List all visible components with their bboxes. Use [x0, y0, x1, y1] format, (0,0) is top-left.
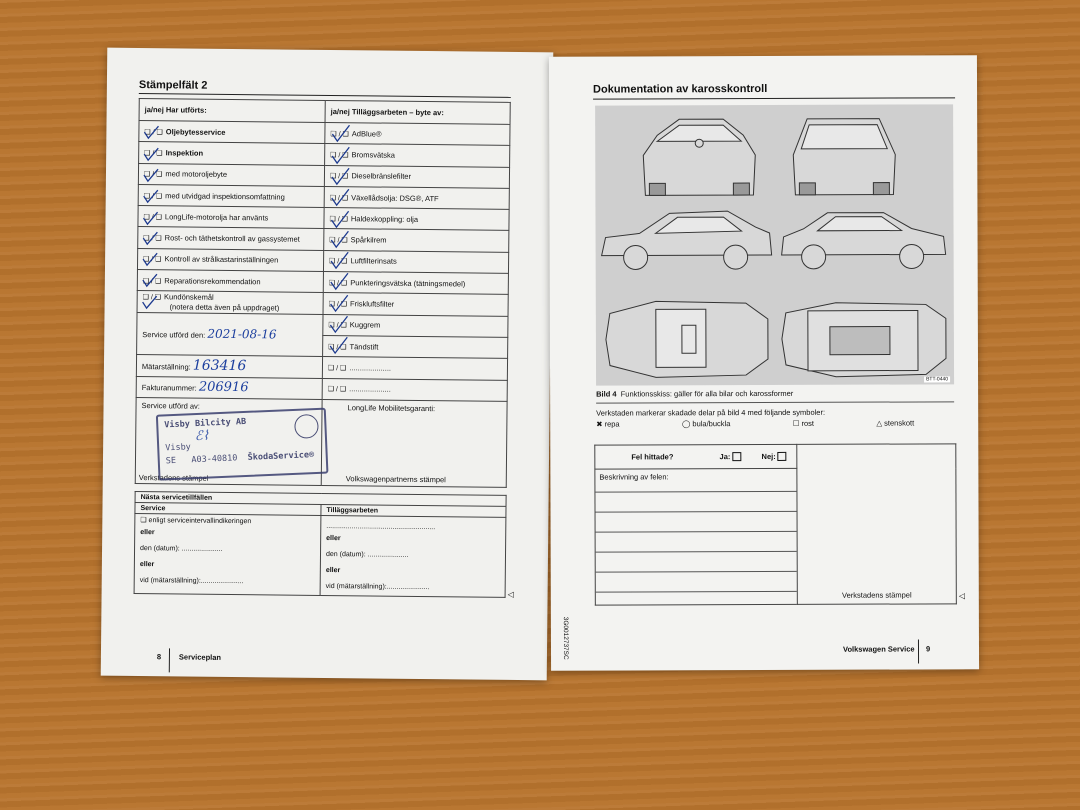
footer-title: Serviceplan	[178, 652, 222, 662]
checkbox-pair[interactable]: ❑ / ❑	[144, 128, 163, 136]
figure-caption: Bild 4 Funktionsskiss: gäller för alla bilar och karossformer	[596, 388, 794, 399]
checkbox-pair[interactable]: ❑ / ❑	[328, 279, 348, 287]
checkbox-pair[interactable]: ❑ / ❑	[328, 322, 347, 330]
checkbox-pair[interactable]: ❑ / ❑	[142, 294, 162, 302]
item-extended-inspection: med utvidgad inspektionsomfattning	[165, 190, 285, 202]
write-line[interactable]	[596, 591, 797, 593]
found-label: Fel hittade?	[631, 452, 674, 462]
service-date-value[interactable]: 2021-08-16	[207, 327, 277, 342]
symbol-rust: ☐ rost	[792, 418, 815, 428]
write-line[interactable]	[596, 571, 797, 573]
next-mileage[interactable]: vid (mätarställning):......................	[139, 577, 244, 586]
service-by-label: Service utförd av:	[141, 400, 200, 411]
checkbox-pair[interactable]: ❑ / ❑	[143, 256, 162, 264]
checkbox-pair[interactable]: ❑ / ❑	[330, 130, 349, 138]
checkbox-pair[interactable]: ❑ / ❑	[328, 301, 348, 309]
partner-stamp-label: Volkswagenpartnerns stämpel	[345, 474, 446, 485]
side-code: 3G0012737SC	[561, 616, 570, 660]
extra-puncture-fluid: Punkteringsvätska (tätningsmedel)	[350, 277, 466, 289]
col1-header: ja/nej Har utförts:	[139, 99, 325, 123]
checkbox-pair[interactable]: ❑ / ❑	[143, 171, 163, 179]
extra-timing-belt: Kuggrem	[349, 320, 381, 330]
next-extras-mileage[interactable]: vid (mätarställning):......................	[325, 582, 430, 592]
checkbox-pair[interactable]: ❑ / ❑	[329, 237, 348, 245]
extra-cabin-filter: Friskluftsfilter	[349, 299, 395, 309]
workshop-stamp-label: Verkstadens stämpel	[841, 590, 912, 600]
workshop-stamp-label: Verkstadens stämpel	[138, 472, 209, 483]
stamp-signature: ℰ⌇	[194, 428, 210, 445]
item-customer-note: (notera detta även på uppdraget)	[169, 302, 280, 313]
page-number: 9	[925, 644, 931, 654]
right-page	[549, 55, 979, 670]
describe-label: Beskrivning av felen:	[599, 472, 669, 482]
checkbox-pair[interactable]: ❑ / ❑	[329, 215, 348, 224]
symbol-scratch: ✖ repa	[596, 419, 620, 429]
next-col-extras: Tilläggsarbeten	[321, 504, 506, 517]
extra-brake-fluid: Bromsvätska	[351, 150, 395, 160]
checkbox-pair[interactable]: ❑ / ❑	[330, 151, 349, 160]
write-line[interactable]	[596, 531, 797, 533]
col2-header: ja/nej Tilläggsarbeten – byte av:	[325, 100, 510, 124]
write-line[interactable]	[596, 551, 797, 553]
item-longlife-oil: LongLife-motorolja har använts	[164, 212, 269, 223]
next-or-3: eller	[326, 535, 341, 543]
item-repair-recommendation: Reparationsrekommendation	[164, 276, 261, 287]
item-oil-change: med motoroljebyte	[165, 169, 228, 180]
caption-rule	[596, 401, 954, 403]
item-rust-check: Rost- och täthetskontroll av gassystemet	[164, 233, 300, 244]
marks-instruction: Verkstaden markerar skadade delar på bild 4 med följande symboler:	[596, 407, 826, 418]
next-extras-dots[interactable]: ........................................................	[326, 523, 436, 532]
yes-checkbox[interactable]	[732, 452, 741, 461]
checkbox-pair[interactable]: ❑ / ❑	[327, 386, 347, 394]
mileage-value[interactable]: 163416	[192, 358, 247, 375]
mileage-label: Mätarställning:	[141, 362, 191, 372]
footer-divider	[918, 639, 919, 663]
stamp-name: Visby Bilcity AB	[164, 416, 247, 431]
extra-diesel-filter: Dieselbränslefilter	[351, 171, 412, 182]
footer-divider	[169, 648, 170, 672]
extra-blank-2: ....................	[349, 384, 391, 394]
defects-form	[594, 443, 957, 605]
checkbox-pair[interactable]: ❑ / ❑	[329, 258, 348, 266]
next-date[interactable]: den (datum): .....................	[140, 545, 223, 553]
next-service-table	[134, 491, 507, 598]
next-extras-date[interactable]: den (datum): .....................	[325, 551, 409, 559]
extra-blank-1: ....................	[349, 363, 392, 373]
workshop-stamp-area	[797, 444, 957, 605]
checkbox-pair[interactable]: ❑ / ❑	[143, 235, 162, 243]
stamp-brand: ŠkodaService®	[247, 450, 315, 463]
no-label: Nej:	[761, 451, 776, 461]
workshop-stamp	[156, 408, 329, 481]
checkbox-pair[interactable]: ❑ / ❑	[328, 343, 347, 351]
stamp-city: Visby	[165, 442, 192, 454]
stamp-country: SE	[165, 455, 177, 467]
image-code: BTT-0440	[926, 376, 949, 383]
longlife-label: LongLife Mobilitetsgaranti:	[347, 403, 436, 413]
checkbox-pair[interactable]: ❑ / ❑	[144, 150, 163, 158]
item-headlight-check: Kontroll av strålkastarinställningen	[164, 254, 279, 265]
handwritten-checkmarks	[134, 120, 377, 382]
stamp-code: A03-40810	[191, 453, 238, 466]
checkbox-pair[interactable]: ❑ / ❑	[142, 277, 162, 285]
item-inspection: Inspektion	[165, 148, 204, 158]
next-or-4: eller	[325, 566, 341, 575]
write-line[interactable]	[595, 491, 796, 493]
page-number: 8	[156, 652, 162, 662]
next-interval-option[interactable]: ❑ enligt serviceintervallindikeringen	[140, 517, 252, 526]
checkbox-pair[interactable]: ❑ / ❑	[329, 173, 349, 181]
extra-air-filter: Luftfilterinsats	[350, 256, 397, 267]
yes-label: Ja:	[719, 451, 731, 461]
extra-haldex: Haldexkoppling: olja	[350, 214, 419, 224]
symbol-dent: ◯ bula/buckla	[681, 419, 731, 429]
extra-belt: Spårkilrem	[350, 235, 387, 245]
left-page	[101, 48, 554, 681]
invoice-label: Fakturanummer:	[141, 383, 197, 393]
car-outlines-illustration	[595, 104, 954, 385]
extra-spark-plugs: Tändstift	[349, 341, 379, 352]
extra-gear-oil: Växellådsolja: DSG®, ATF	[351, 192, 439, 203]
write-line[interactable]	[596, 511, 797, 513]
checkbox-pair[interactable]: ❑ / ❑	[143, 213, 162, 222]
skoda-logo-icon	[294, 414, 319, 439]
service-date-label: Service utförd den:	[142, 330, 206, 341]
continue-arrow-icon: ◁	[958, 591, 965, 601]
checkbox-pair[interactable]: ❑ / ❑	[327, 364, 347, 373]
title-rule	[139, 93, 511, 98]
item-oil-service: Oljebytesservice	[165, 126, 226, 137]
next-or-1: eller	[140, 529, 155, 537]
next-or-2: eller	[139, 561, 155, 569]
next-col-service: Service	[135, 502, 321, 515]
continue-arrow-icon: ◁	[507, 589, 514, 599]
footer-title: Volkswagen Service	[842, 644, 915, 654]
checkbox-pair[interactable]: ❑ / ❑	[143, 192, 163, 200]
page-title: Dokumentation av karosskontroll	[593, 82, 768, 96]
title-rule	[593, 97, 955, 99]
symbol-legend	[596, 418, 954, 428]
extra-adblue: AdBlue®	[351, 128, 382, 139]
car-diagram	[595, 104, 954, 385]
page-title: Stämpelfält 2	[138, 79, 208, 92]
no-checkbox[interactable]	[778, 452, 787, 461]
checkbox-pair[interactable]: ❑ / ❑	[329, 194, 349, 202]
item-customer-request: Kundönskemål	[164, 292, 214, 302]
symbol-stone-chip: △ stenskott	[876, 418, 915, 428]
invoice-value[interactable]: 206916	[198, 379, 249, 396]
next-service-title: Nästa servicetillfällen	[135, 491, 506, 506]
